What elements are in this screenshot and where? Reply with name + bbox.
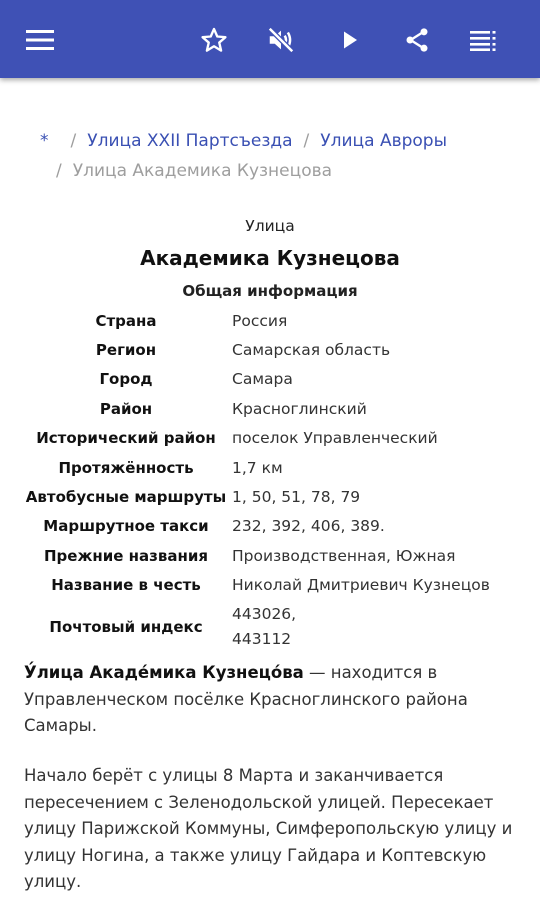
row-value[interactable]: Самара bbox=[232, 370, 293, 389]
row-value[interactable]: Красноглинский bbox=[232, 399, 367, 418]
play-button[interactable] bbox=[324, 14, 376, 66]
row-label: Прежние названия bbox=[44, 546, 208, 565]
infobox bbox=[22, 212, 518, 654]
mute-button[interactable] bbox=[255, 14, 307, 66]
row-value: Производственная, Южная bbox=[232, 546, 456, 565]
breadcrumb bbox=[24, 126, 524, 186]
row-value[interactable]: поселок Управленческий bbox=[232, 429, 438, 448]
infobox-row-historic-district bbox=[22, 424, 518, 453]
infobox-row-postal-code bbox=[22, 600, 518, 654]
list-icon bbox=[470, 29, 498, 51]
row-value: 1, 50, 51, 78, 79 bbox=[232, 488, 361, 507]
breadcrumb-separator: / bbox=[303, 131, 310, 151]
breadcrumb-item-xxii-partsezda[interactable]: Улица XXII Партсъезда bbox=[87, 131, 293, 151]
breadcrumb-separator: / bbox=[56, 161, 62, 181]
row-label: Город bbox=[99, 370, 153, 389]
infobox-row-former-names bbox=[22, 541, 518, 570]
infobox-row-region bbox=[22, 335, 518, 364]
favorite-button[interactable] bbox=[188, 14, 240, 66]
row-value[interactable]: Самарская область bbox=[232, 341, 391, 360]
play-icon bbox=[338, 28, 362, 52]
row-label: Район bbox=[99, 399, 153, 418]
infobox-section-header: Общая информация bbox=[182, 282, 358, 300]
row-label: Почтовый индекс bbox=[49, 617, 203, 636]
contents-button[interactable] bbox=[458, 14, 510, 66]
row-label: Автобусные маршруты bbox=[25, 488, 227, 507]
row-value: 232, 392, 406, 389. bbox=[232, 517, 385, 536]
infobox-row-country bbox=[22, 306, 518, 335]
article-lead-paragraph bbox=[24, 660, 520, 740]
article-paragraph: Начало берёт с улицы 8 Марта и заканчивается пересечением с Зеленодольской улицей. Пересекает улицу Парижской Коммуны, Симферопольскую улицу и улицу Ногина, а также улицу Гайдара и Коптевскую улицу. bbox=[24, 766, 513, 891]
infobox-row-named-after bbox=[22, 571, 518, 600]
share-button[interactable] bbox=[391, 14, 443, 66]
star-icon bbox=[200, 26, 228, 54]
row-label: Страна bbox=[95, 311, 157, 330]
share-icon bbox=[403, 26, 431, 54]
infobox-title: Академика Кузнецова bbox=[140, 246, 400, 270]
breadcrumb-separator: / bbox=[70, 131, 77, 151]
infobox-row-bus-routes bbox=[22, 482, 518, 511]
infobox-row-city bbox=[22, 365, 518, 394]
row-label: Маршрутное такси bbox=[43, 517, 209, 536]
article-lead-text: — находится в Управленческом посёлке Красноглинского района Самары. bbox=[24, 663, 468, 735]
row-label: Исторический район bbox=[36, 429, 216, 448]
row-value: 1,7 км bbox=[232, 458, 283, 477]
infobox-kind: Улица bbox=[245, 217, 295, 235]
menu-icon bbox=[26, 29, 54, 51]
infobox-row-shuttle-taxi bbox=[22, 512, 518, 541]
breadcrumb-current: Улица Академика Кузнецова bbox=[72, 161, 333, 181]
article-lead-term: У́лица Акаде́мика Кузнецо́ва bbox=[24, 663, 304, 682]
postal-code: 443112 bbox=[232, 629, 292, 648]
sound-off-icon bbox=[266, 25, 296, 55]
row-label: Регион bbox=[95, 341, 157, 360]
row-label: Название в честь bbox=[51, 576, 201, 595]
breadcrumb-home[interactable]: * bbox=[40, 131, 49, 151]
app-toolbar bbox=[0, 0, 540, 78]
infobox-table bbox=[22, 306, 518, 654]
row-value bbox=[230, 600, 518, 654]
row-value[interactable]: Николай Дмитриевич Кузнецов bbox=[232, 576, 490, 595]
infobox-row-district bbox=[22, 394, 518, 423]
infobox-row-length bbox=[22, 453, 518, 482]
row-value[interactable]: Россия bbox=[232, 311, 288, 330]
breadcrumb-item-avrory[interactable]: Улица Авроры bbox=[320, 131, 448, 151]
row-label: Протяжённость bbox=[58, 458, 194, 477]
postal-code: 443026, bbox=[232, 604, 297, 623]
menu-button[interactable] bbox=[14, 14, 66, 66]
